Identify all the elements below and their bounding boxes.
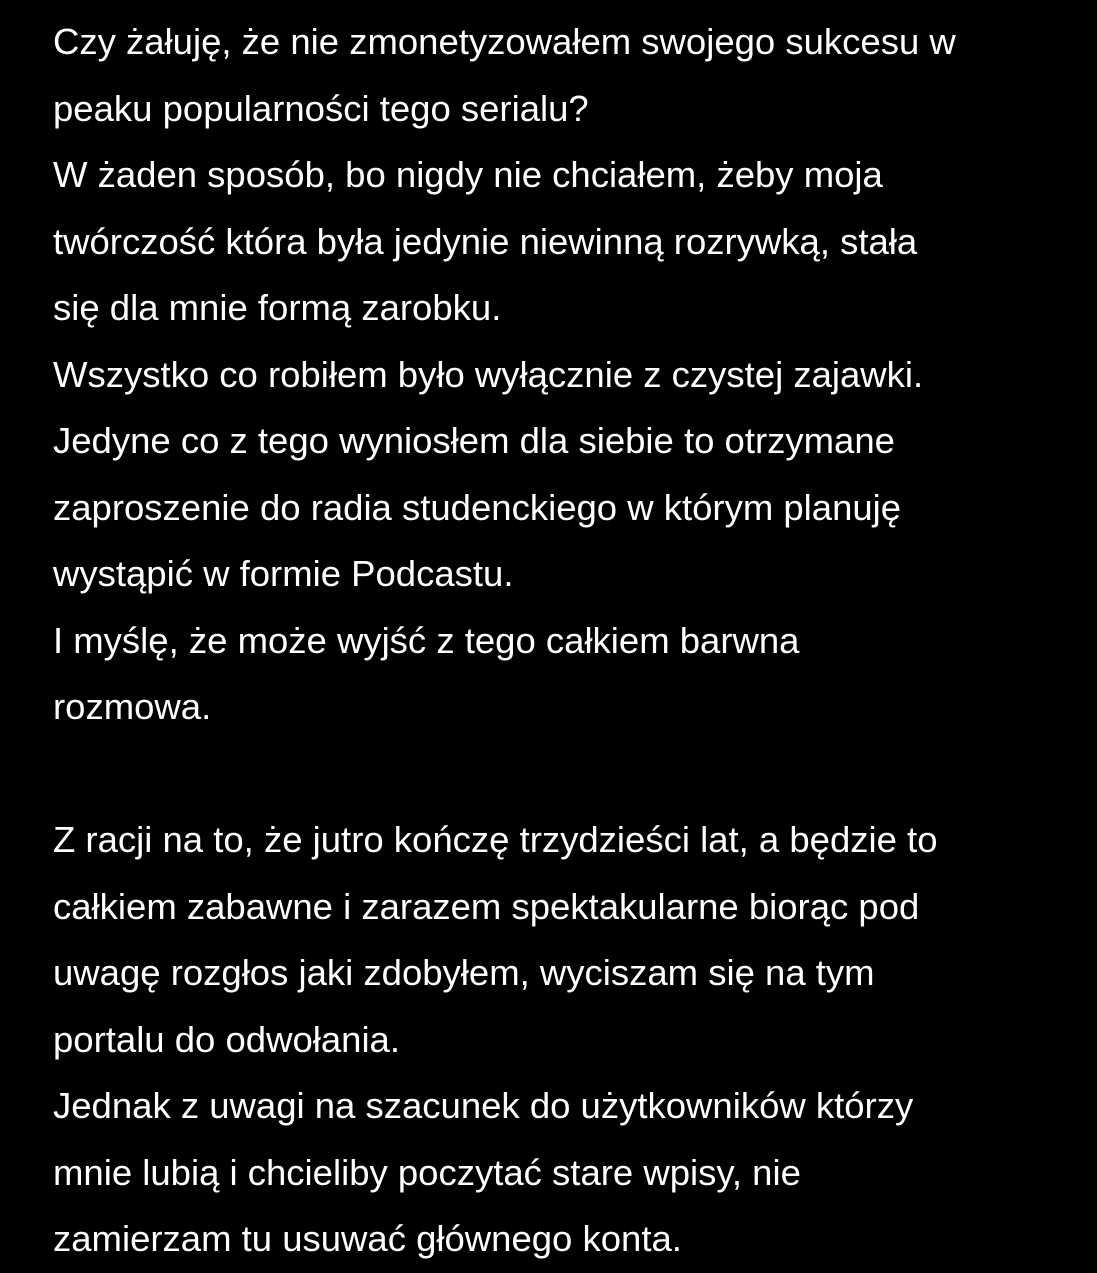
text-line: całkiem zabawne i zarazem spektakularne biorąc pod xyxy=(53,885,920,927)
text-line: W żaden sposób, bo nigdy nie chciałem, żeby moja xyxy=(53,154,883,195)
text-line: mnie lubią i chcieliby poczytać stare wpisy, nie xyxy=(53,1151,801,1193)
text-line: rozmowa. xyxy=(53,686,212,727)
text-line: zamierzam tu usuwać głównego konta. xyxy=(53,1218,682,1259)
text-line: uwagę rozgłos jaki zdobyłem, wyciszam się na tym xyxy=(53,952,875,993)
text-line: twórczość która była jedynie niewinną rozrywką, stała xyxy=(53,220,918,262)
text-line: Jednak z uwagi na szacunek do użytkowników którzy xyxy=(53,1085,914,1126)
text-line: Czy żałuję, że nie zmonetyzowałem swojego sukcesu w xyxy=(53,21,956,62)
text-line: I myślę, że może wyjść z tego całkiem barwna xyxy=(53,619,800,661)
text-line: Z racji na to, że jutro kończę trzydzieści lat, a będzie to xyxy=(53,819,938,860)
text-line: Wszystko co robiłem było wyłącznie z czystej zajawki. xyxy=(53,353,924,395)
text-line: Jedyne co z tego wyniosłem dla siebie to otrzymane xyxy=(53,420,895,461)
text-line: peaku popularności tego serialu? xyxy=(53,87,589,129)
text-line: portalu do odwołania. xyxy=(53,1018,400,1060)
post-text xyxy=(53,9,1063,1273)
text-line: zaproszenie do radia studenckiego w którym planuję xyxy=(53,486,902,528)
text-line: wystąpić w formie Podcastu. xyxy=(53,553,514,594)
text-line: się dla mnie formą zarobku. xyxy=(53,287,502,328)
paragraph-gap xyxy=(53,741,1063,808)
